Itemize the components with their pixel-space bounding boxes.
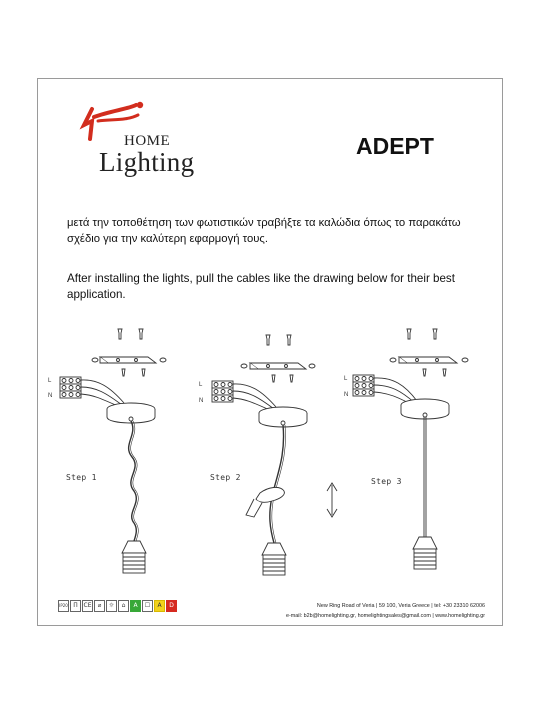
brand-logo: [70, 99, 200, 179]
screw-icon: [118, 329, 122, 339]
ce-mark-icon: CE: [82, 600, 93, 612]
model-title: ADEPT: [356, 133, 434, 159]
energy-d-icon: D: [166, 600, 177, 612]
instruction-sheet: [37, 78, 503, 626]
brand-lighting: Lighting: [99, 147, 195, 177]
installation-diagrams: [38, 317, 504, 597]
svg-text:N: N: [48, 393, 53, 399]
company-info: [286, 601, 485, 621]
light-icon: ☼: [106, 600, 117, 612]
company-contact: e-mail: b2b@homelighting.gr, homelightingsales@gmail.com | www.homelighting.gr: [285, 613, 485, 619]
energy-a-icon: A: [154, 600, 165, 612]
lamp-socket: [262, 543, 286, 555]
class-icon: Π: [70, 600, 81, 612]
company-address: New Ring Road of Veria | 59 100, Veria Greece | tel: +30 23310 62006: [316, 603, 485, 609]
energy-class-icon: A: [130, 600, 141, 612]
instructions-english: After installing the lights, pull the cables like the drawing below for their best application.: [67, 272, 455, 301]
svg-text:L: L: [344, 376, 348, 382]
screw-icon: [266, 335, 270, 345]
screw-icon: [287, 335, 291, 345]
recycle-bin-icon: ☐: [142, 600, 153, 612]
step-2-label: Step 2: [210, 473, 241, 482]
svg-text:N: N: [199, 398, 204, 404]
mounting-bracket: [100, 357, 156, 363]
mounting-bracket: [250, 363, 306, 369]
step-1-diagram: [38, 317, 193, 597]
svg-text:N: N: [344, 392, 349, 398]
ip-rating-icon: IP20: [58, 600, 69, 612]
step-2-diagram: [188, 317, 348, 597]
screw-icon: [139, 329, 143, 339]
mounting-bracket: [399, 357, 457, 363]
instructions-greek: μετά την τοποθέτηση των φωτιστικών τραβήξτε τα καλώδια όπως το παρακάτω σχέδιο για την καλύτερη εφαρμογή τους.: [67, 217, 461, 245]
svg-text:L: L: [199, 382, 203, 388]
lamp-socket: [413, 537, 437, 549]
step-3-label: Step 3: [371, 477, 402, 486]
step-3-diagram: [343, 317, 503, 597]
certification-icons: [58, 600, 178, 614]
hand-icon: [256, 487, 284, 502]
brand-home: HOME: [124, 133, 171, 149]
step-1-label: Step 1: [66, 473, 97, 482]
screw-icon: [433, 329, 437, 339]
indoor-icon: ⌂: [118, 600, 129, 612]
svg-text:L: L: [48, 378, 52, 384]
screw-icon: [407, 329, 411, 339]
diameter-icon: ⌀: [94, 600, 105, 612]
lamp-socket: [122, 541, 146, 553]
